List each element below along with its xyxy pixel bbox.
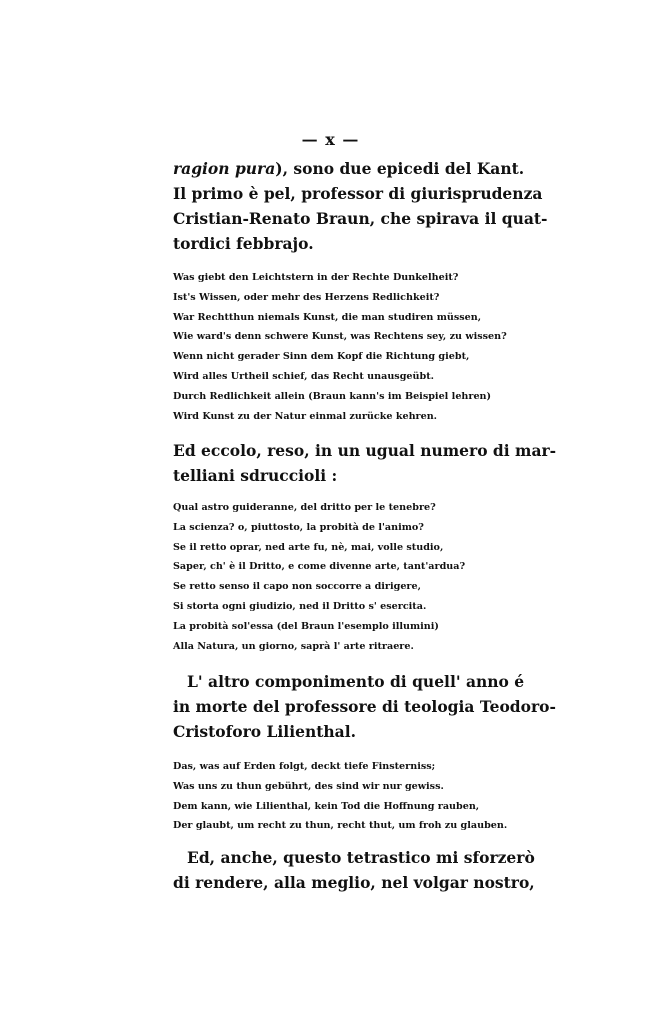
verse-line: Durch Redlichkeit allein (Braun kann's im Beispiel lehren): [173, 390, 492, 402]
text-line: Ed eccolo, reso, in un ugual numero di mar-: [173, 441, 557, 460]
paragraph-kant-epicedes: [173, 156, 548, 256]
verse-line: Se il retto oprar, ned arte fu, nè, mai, volle studio,: [173, 541, 444, 553]
text-line: Cristian-Renato Braun, che spirava il quat-: [173, 209, 548, 228]
text-line: [173, 156, 525, 181]
text-line: tordici febbrajo.: [173, 234, 314, 253]
verse-line: Wenn nicht gerader Sinn dem Kopf die Richtung giebt,: [173, 351, 470, 363]
german-verse-braun: [173, 268, 507, 426]
verse-line: Saper, ch' è il Dritto, e come divenne arte, tant'ardua?: [173, 561, 466, 573]
verse-line: Wird alles Urtheil schief, das Recht unausgeübt.: [173, 370, 434, 382]
text-line: telliani sdruccioli :: [173, 466, 338, 485]
italian-verse-braun: [173, 498, 493, 656]
paragraph-lilienthal-intro: [173, 669, 556, 744]
verse-line: Alla Natura, un giorno, saprà l' arte ritraere.: [173, 640, 414, 652]
paragraph-tetrastich: [173, 845, 535, 895]
verse-line: Das, was auf Erden folgt, deckt tiefe Finsterniss;: [173, 761, 436, 772]
verse-line: Der glaubt, um recht zu thun, recht thut, um froh zu glauben.: [173, 820, 508, 832]
text-line: Ed, anche, questo tetrastico mi sforzerò: [187, 848, 535, 867]
verse-line: Se retto senso il capo non soccorre a dirigere,: [173, 581, 421, 593]
text-line: in morte del professore di teologia Teodoro-: [173, 697, 556, 716]
italic-phrase: ragion pura: [173, 159, 276, 178]
verse-line: Was uns zu thun gebührt, des sind wir nur gewiss.: [173, 780, 444, 792]
paragraph-translation-intro: [173, 438, 557, 488]
verse-line: Wie ward's denn schwere Kunst, was Rechtens sey, zu wissen?: [173, 331, 507, 343]
text-line: L' altro componimento di quell' anno é: [187, 672, 525, 691]
german-verse-lilienthal: [173, 757, 508, 836]
verse-line: Si storta ogni giudizio, ned il Dritto s' esercita.: [173, 600, 427, 612]
text-line: Cristoforo Lilienthal.: [173, 722, 356, 741]
text-line: di rendere, alla meglio, nel volgar nostro,: [173, 873, 535, 892]
verse-line: Wird Kunst zu der Natur einmal zurücke kehren.: [173, 410, 438, 422]
verse-line: Was giebt den Leichtstern in der Rechte Dunkelheit?: [173, 272, 459, 283]
text-line: Il primo è pel, professor di giurisprudenza: [173, 184, 543, 203]
page-number: — x —: [301, 130, 360, 149]
verse-line: Qual astro guideranne, del dritto per le tenebre?: [173, 502, 436, 513]
verse-line: War Rechtthun niemals Kunst, die man studiren müssen,: [173, 311, 482, 323]
text-span: ), sono due epicedi del Kant.: [275, 159, 525, 178]
verse-line: La probità sol'essa (del Braun l'esemplo illumini): [173, 620, 439, 632]
verse-line: La scienza? o, piuttosto, la probità de l'animo?: [173, 521, 424, 533]
verse-line: Dem kann, wie Lilienthal, kein Tod die Hoffnung rauben,: [173, 800, 480, 812]
verse-line: Ist's Wissen, oder mehr des Herzens Redlichkeit?: [173, 291, 440, 303]
